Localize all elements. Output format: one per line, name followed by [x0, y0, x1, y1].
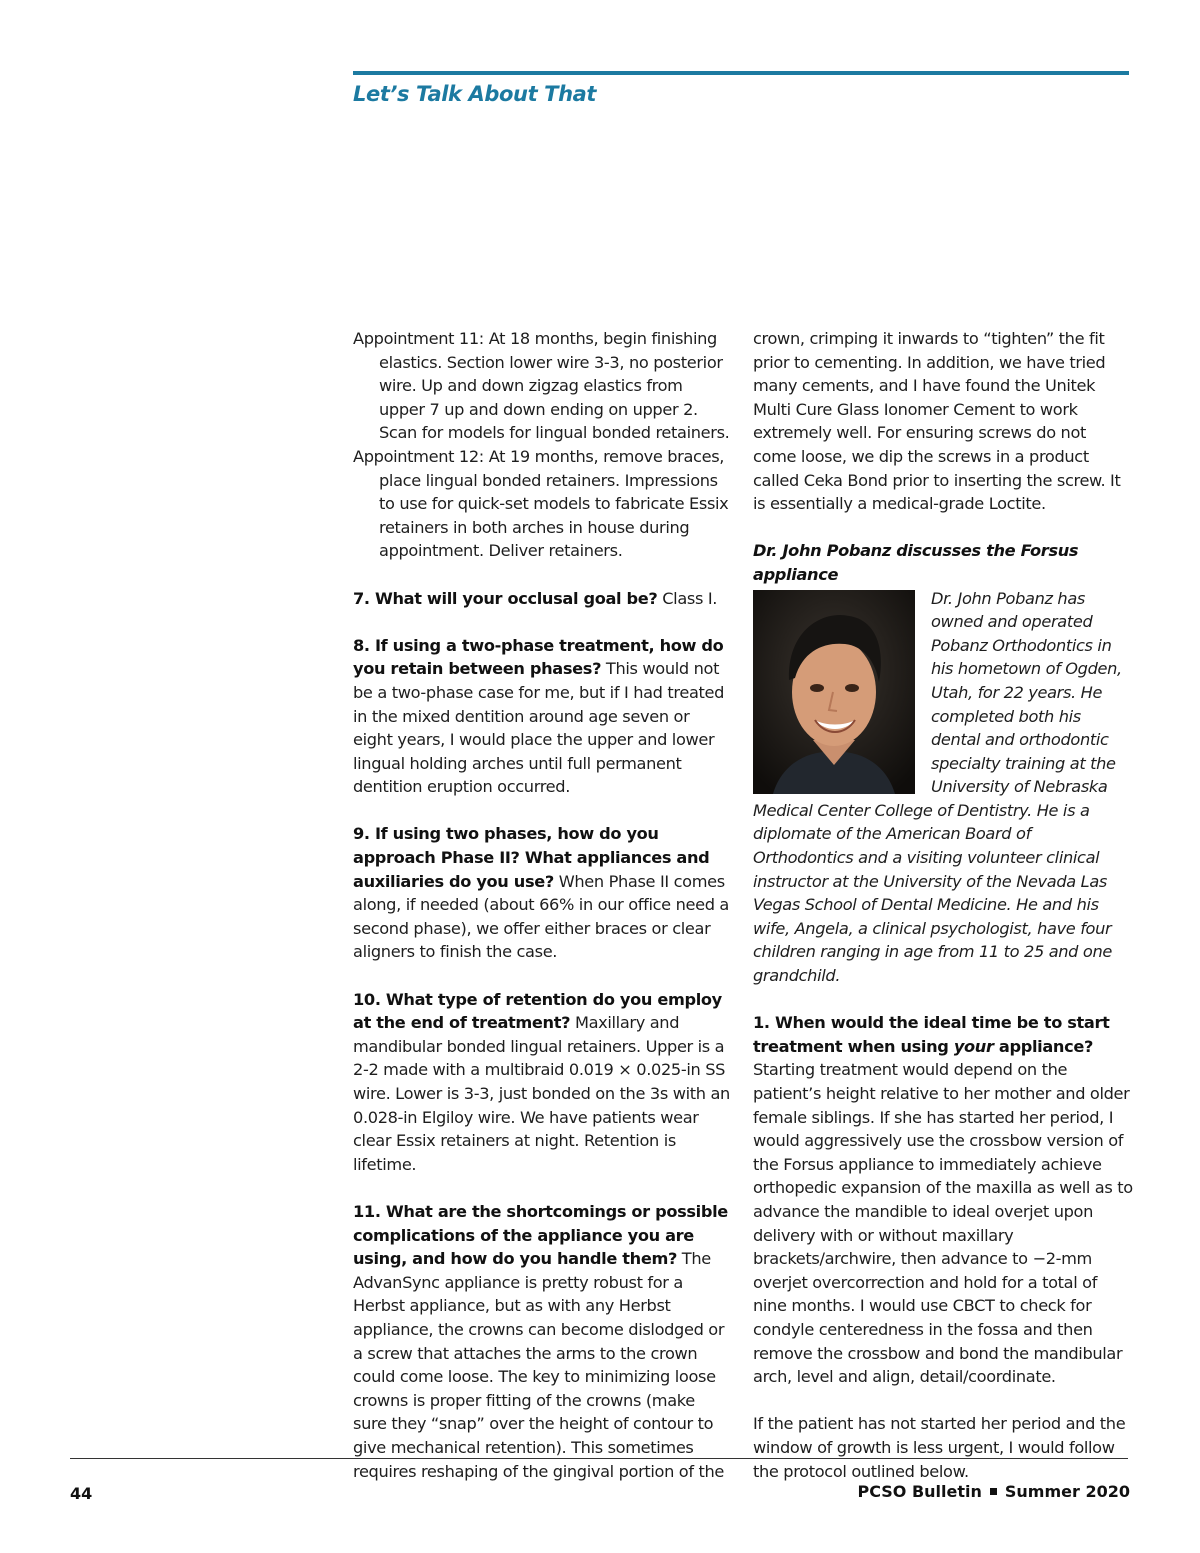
question-1: [753, 1011, 1133, 1389]
question-9: [353, 822, 731, 964]
continued-answer: crown, crimping it inwards to “tighten” the fit prior to cementing. In addition, we have tried many cements, and I have found the Unitek Multi Cure Glass Ionomer Cement to work extremely well. For ensuring screws do not come loose, we dip the screws in a product called Ceka Bond prior to inserting the screw. It is essentially a medical-grade Loctite.: [753, 329, 1121, 514]
final-paragraph: If the patient has not started her period and the window of growth is less urgent, I would follow the protocol outlined below.: [753, 1414, 1126, 1481]
bio-heading: Dr. John Pobanz discusses the Forsus appliance: [753, 541, 1079, 584]
header-rule: [353, 71, 1129, 75]
answer-1: Starting treatment would depend on the patient’s height relative to her mother and older female siblings. If she has started her period, I would aggressively use the crossbow version of the Forsus appliance to immediately achieve orthopedic expansion of the maxilla as well as to advance the mandible to ideal overjet upon delivery with or without maxillary brackets/archwire, then advance to −2-mm overjet overcorrection and hold for a total of nine months. I would use CBCT to check for condyle centeredness in the fossa and then remove the crossbow and bond the mandibular arch, level and align, detail/coordinate.: [753, 1060, 1133, 1387]
issue-label: Summer 2020: [1004, 1482, 1130, 1501]
question-1-emphasis: your: [953, 1036, 994, 1056]
page-number: 44: [70, 1484, 93, 1503]
footer-rule: [70, 1458, 1128, 1459]
question-7-text: 7. What will your occlusal goal be?: [353, 588, 658, 608]
question-10: [353, 988, 731, 1177]
question-1-text-a: 1. When would the ideal time be to start treatment when using: [753, 1013, 1110, 1056]
question-8-text: 8. If using a two-phase treatment, how do you retain between phases?: [353, 635, 724, 679]
question-11: [353, 1200, 731, 1483]
question-11-text: 11. What are the shortcomings or possible complications of the appliance you are using, and how do you handle them?: [353, 1201, 728, 1269]
portrait-illustration: [753, 590, 915, 794]
separator-square-icon: [990, 1488, 997, 1495]
appointment-11: Appointment 11: At 18 months, begin finishing elastics. Section lower wire 3-3, no posterior wire. Up and down zigzag elastics from upper 7 up and down ending on upper 2. Scan for models for lingual bonded retainers.: [353, 329, 730, 443]
appointment-12: Appointment 12: At 19 months, remove braces, place lingual bonded retainers. Impressions to use for quick-set models to fabricate Essix retainers in both arches in house during appointment. Deliver retainers.: [353, 446, 729, 561]
answer-10: Maxillary and mandibular bonded lingual retainers. Upper is a 2-2 made with a multibraid 0.019 × 0.025-in SS wire. Lower is 3-3, just bonded on the 3s with an 0.028-in Elgiloy wire. We have patients wear clear Essix retainers at night. Retention is lifetime.: [353, 1013, 730, 1174]
footer-publication: [858, 1482, 1131, 1501]
answer-8: This would not be a two-phase case for me, but if I had treated in the mixed dentition around age seven or eight years, I would place the upper and lower lingual holding arches until full permanent dentition eruption occurred.: [353, 659, 725, 797]
answer-11: The AdvanSync appliance is pretty robust for a Herbst appliance, but as with any Herbst appliance, the crowns can become dislodged or a screw that attaches the arms to the crown could come loose. The key to minimizing loose crowns is proper fitting of the crowns (make sure they “snap” over the height of contour to give mechanical retention). This sometimes requires reshaping of the gingival portion of the: [353, 1249, 725, 1481]
right-column: [753, 327, 1133, 1483]
question-1-text-b: appliance?: [993, 1036, 1094, 1056]
publication-name: PCSO Bulletin: [857, 1482, 982, 1501]
portrait-photo: [753, 590, 915, 794]
answer-7: Class I.: [657, 588, 718, 608]
question-8: [353, 634, 731, 799]
answer-9: When Phase II comes along, if needed (about 66% in our office need a second phase), we offer either braces or clear aligners to finish the case.: [353, 871, 730, 962]
question-10-text: 10. What type of retention do you employ at the end of treatment?: [353, 989, 722, 1033]
question-9-text: 9. If using two phases, how do you approach Phase II? What appliances and auxiliaries do you use?: [353, 824, 710, 891]
question-7: [353, 587, 731, 611]
section-title: Let’s Talk About That: [353, 82, 597, 106]
left-column: [353, 327, 731, 1483]
bio-text: Dr. John Pobanz has owned and operated Pobanz Orthodontics in his hometown of Ogden, Utah, for 22 years. He completed both his dental and orthodontic specialty training at the University of Nebraska Medical Center College of Dentistry. He is a diplomate of the American Board of Orthodontics and a visiting volunteer clinical instructor at the University of the Nevada Las Vegas School of Dental Medicine. He and his wife, Angela, a clinical psychologist, have four children ranging in age from 11 to 25 and one grandchild.: [753, 588, 1122, 986]
